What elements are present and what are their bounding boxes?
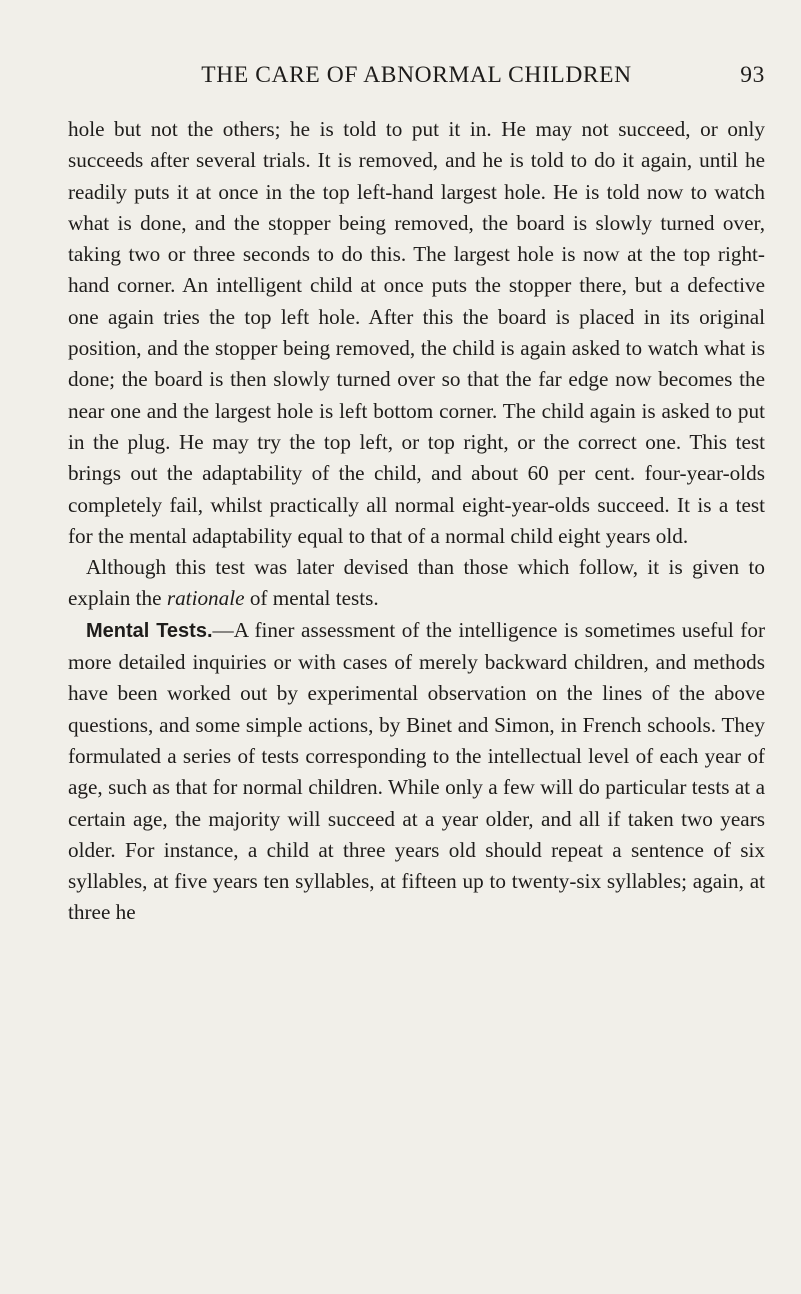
page-number: 93 (740, 62, 765, 88)
paragraph-mental-tests (68, 615, 765, 929)
paragraph-rationale (68, 552, 765, 615)
rationale-text-after: of mental tests. (244, 586, 379, 611)
body-text (68, 114, 765, 929)
paragraph-peg-board-test: hole but not the others; he is told to put it in. He may not succeed, or only succeeds after several trials. It is removed, and he is told to do it again, until he readily puts it at once in the top left-hand largest hole. He is told now to watch what is done, and the stopper being removed, the board is slowly turned over, taking two or three seconds to do this. The largest hole is now at the top right-hand corner. An intelligent child at once puts the stopper there, but a defective one again tries the top left hole. After this the board is placed in its original position, and the stopper being removed, the child is again asked to watch what is done; the board is then slowly turned over so that the far edge now becomes the near one and the largest hole is left bottom corner. The child again is asked to put in the plug. He may try the top left, or top right, or the correct one. This test brings out the adaptability of the child, and about 60 per cent. four-year-olds completely fail, whilst practically all normal eight-year-olds succeed. It is a test for the mental adaptability equal to that of a normal child eight years old. (68, 117, 765, 548)
running-title: THE CARE OF ABNORMAL CHILDREN (201, 62, 632, 88)
section-heading-mental-tests: Mental Tests. (86, 619, 213, 642)
rationale-text-before: Although this test was later devised than those which follow, it is given to explain the (68, 555, 765, 611)
mental-tests-text: —A finer assessment of the intelligence is sometimes useful for more detailed inquiries or with cases of merely backward children, and methods have been worked out by experimental observation on the lines of the above questions, and some simple actions, by Binet and Simon, in French schools. They formulated a series of tests corresponding to the intellectual level of each year of age, such as that for normal children. While only a few will do particular tests at a certain age, the majority will succeed at a year older, and all if taken two years older. For instance, a child at three years old should repeat a sentence of six syllables, at five years ten syllables, at fifteen up to twenty-six syllables; again, at three he (68, 617, 766, 925)
running-head (68, 62, 765, 102)
rationale-italic-word: rationale (166, 586, 245, 611)
